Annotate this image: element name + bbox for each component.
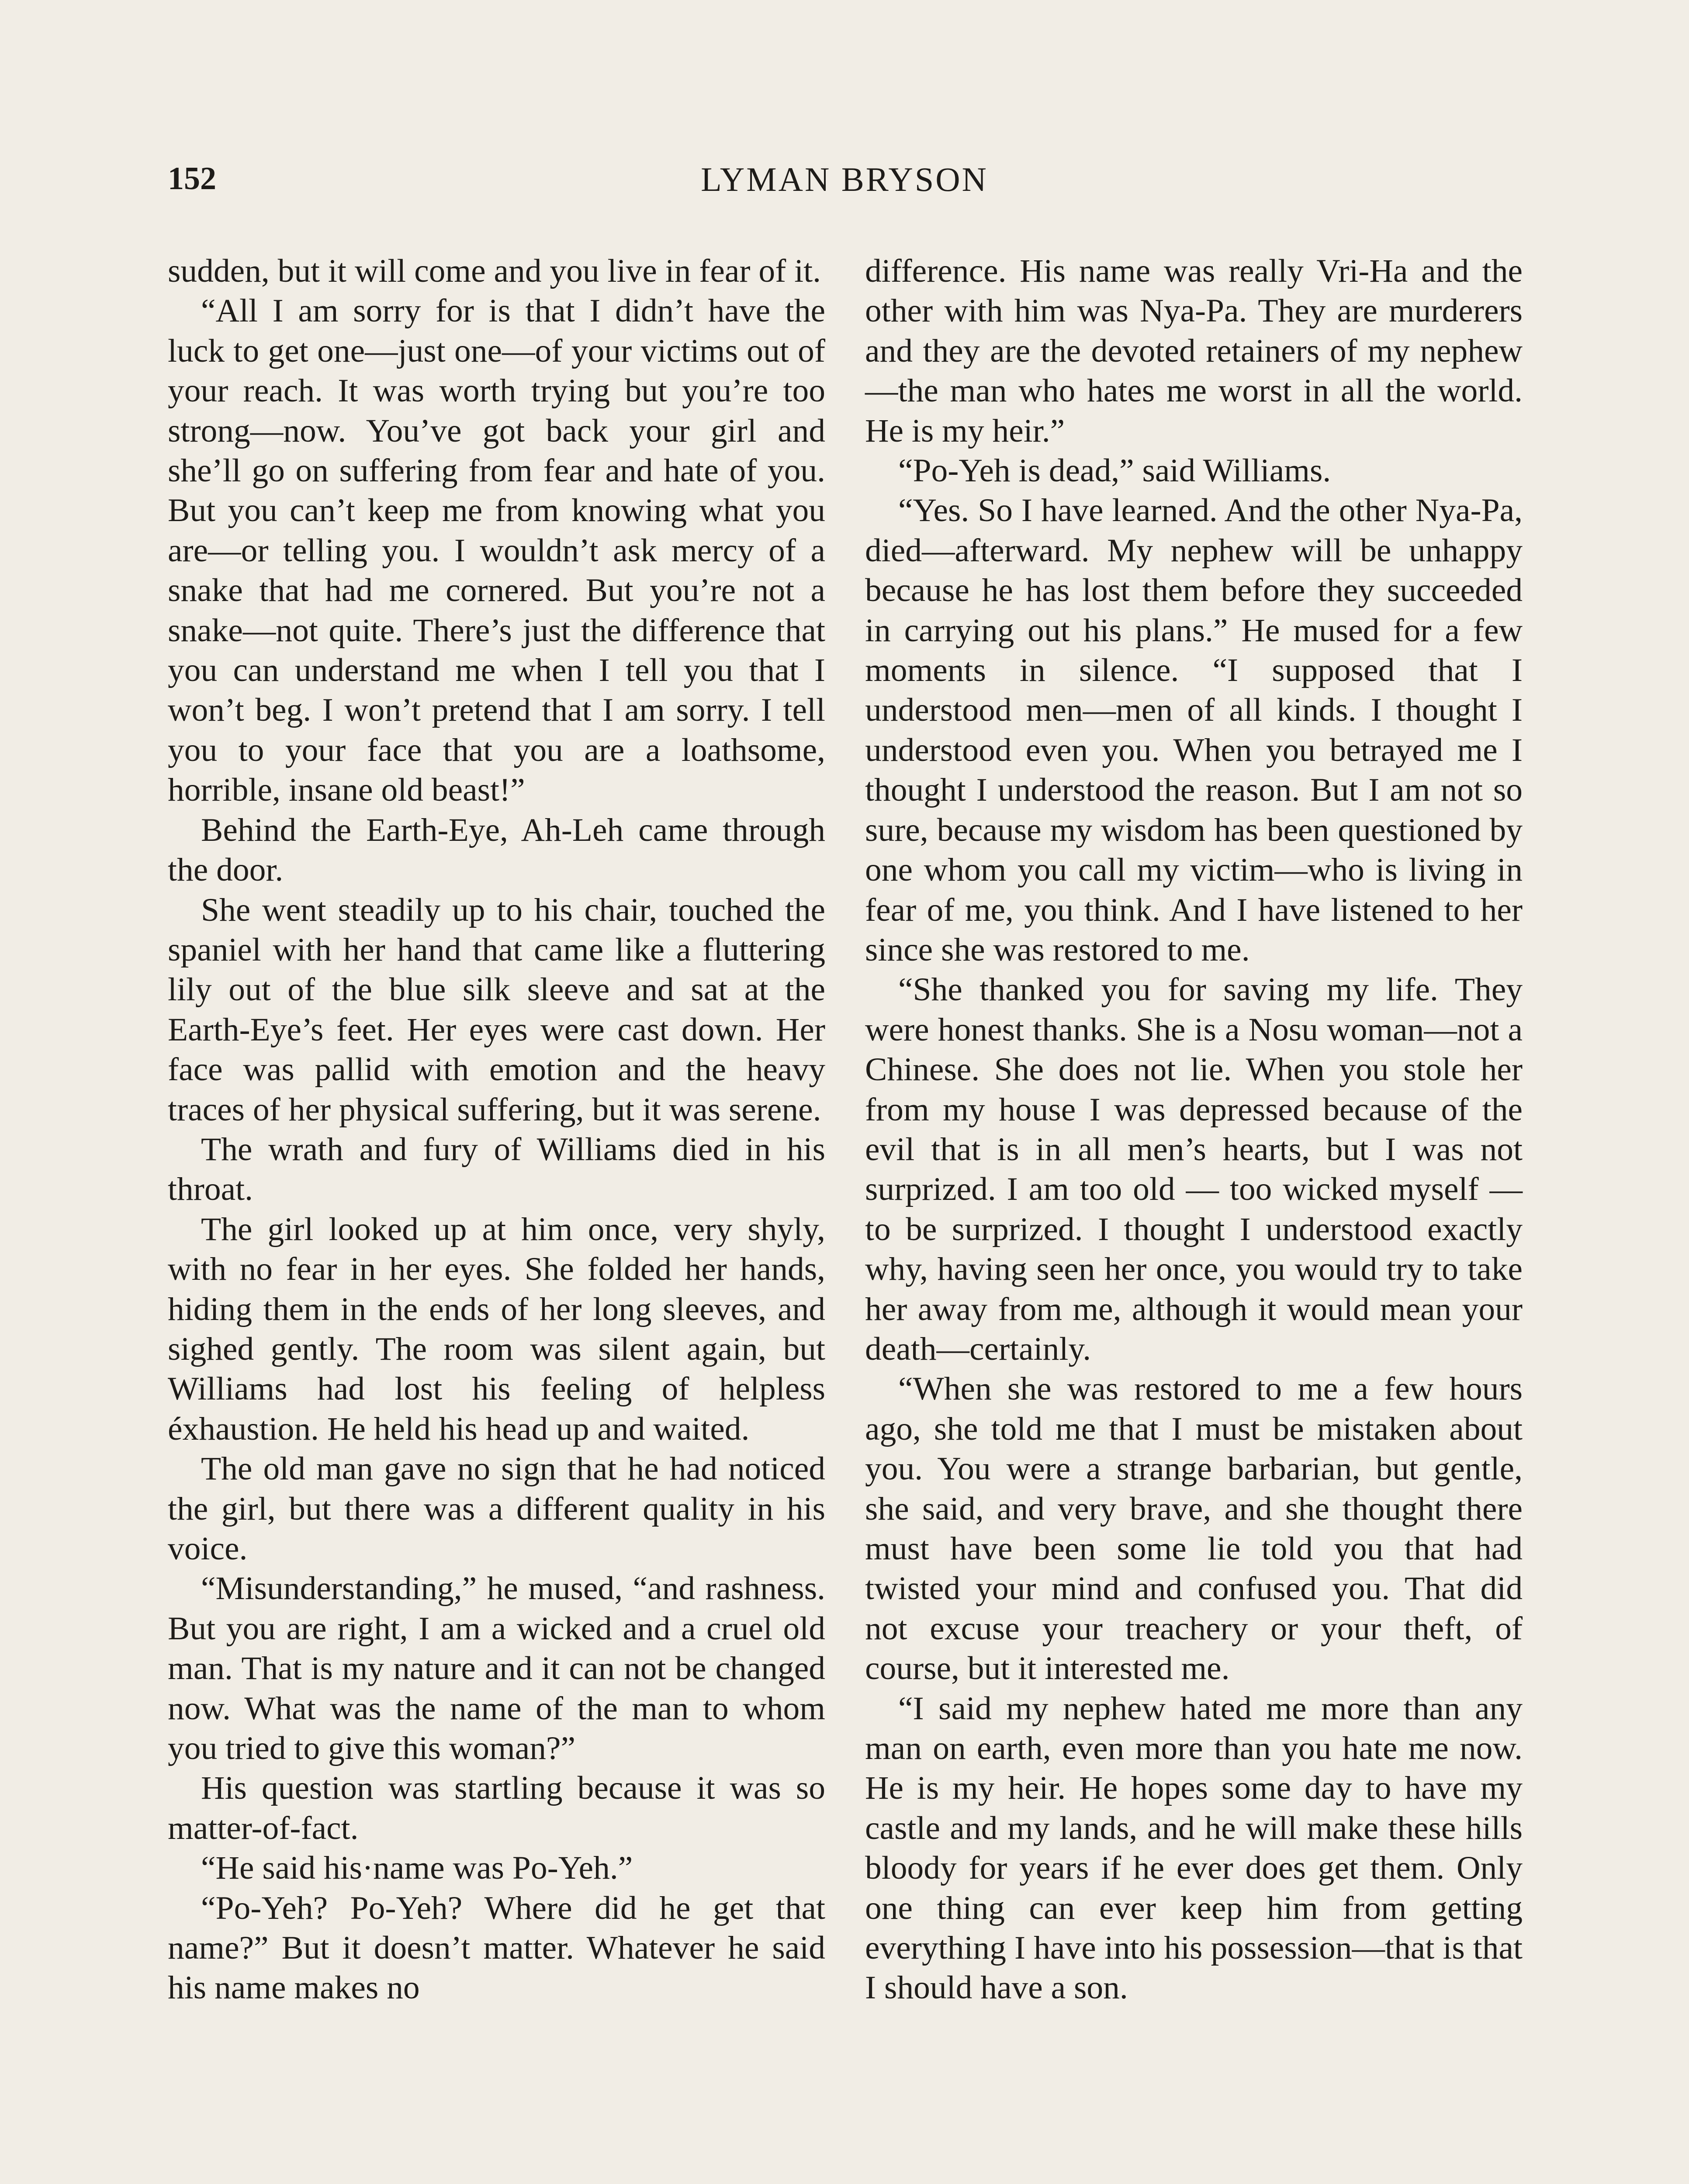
paragraph: sudden, but it will come and you live in fear of it. (168, 253, 821, 289)
running-head: LYMAN BRYSON (701, 160, 988, 198)
paragraph: She went steadily up to his chair, touched the spaniel with her hand that came like a fluttering lily out of the blue silk sleeve and sat at the Earth-Eye’s feet. Her eyes were cast down. Her face was pallid with emotion and the heavy traces of her physical suffering, but it was serene. (168, 892, 825, 1128)
paragraph: “Misunderstanding,” he mused, “and rashness. But you are right, I am a wicked and a cruel old man. That is my nature and it can not be changed now. What was the name of the man to whom you tried to give this woman?” (168, 1570, 825, 1767)
paragraph: The old man gave no sign that he had noticed the girl, but there was a different quality in his voice. (168, 1451, 825, 1567)
left-column (168, 251, 825, 2008)
paragraph: “When she was restored to me a few hours ago, she told me that I must be mistaken about you. You were a strange barbarian, but gentle, she said, and very brave, and she thought there must have been some lie told you that had twisted your mind and confused you. That did not excuse your treachery or your theft, of course, but it interested me. (865, 1371, 1523, 1687)
right-column (865, 251, 1523, 2008)
paragraph: “All I am sorry for is that I didn’t have the luck to get one—just one—of your victims out of your reach. It was worth trying but you’re too strong—now. You’ve got back your girl and she’ll go on suffering from fear and hate of you. But you can’t keep me from knowing what you are—or telling you. I wouldn’t ask mercy of a snake that had me cornered. But you’re not a snake—not quite. There’s just the difference that you can understand me when I tell you that I won’t beg. I won’t pretend that I am sorry. I tell you to your face that you are a loathsome, horrible, insane old beast!” (168, 293, 825, 809)
paragraph: “Po-Yeh? Po-Yeh? Where did he get that name?” But it doesn’t matter. Whatever he said his name makes no (168, 1890, 825, 2006)
page-number: 152 (168, 161, 216, 197)
paragraph: “She thanked you for saving my life. They were honest thanks. She is a Nosu woman—not a Chinese. She does not lie. When you stole her from my house I was depressed because of the evil that is in all men’s hearts, but I was not surprized. I am too old — too wicked myself — to be surprized. I thought I understood exactly why, having seen her once, you would try to take her away from me, although it would mean your death—certainly. (865, 971, 1523, 1367)
paragraph: difference. His name was really Vri-Ha and the other with him was Nya-Pa. They are murderers and they are the devoted retainers of my nephew—the man who hates me worst in all the world. He is my heir.” (865, 253, 1523, 449)
paragraph: “Yes. So I have learned. And the other Nya-Pa, died—afterward. My nephew will be unhappy because he has lost them before they succeeded in carrying out his plans.” He mused for a few moments in silence. “I supposed that I understood men—men of all kinds. I thought I understood even you. When you betrayed me I thought I understood the reason. But I am not so sure, because my wisdom has been questioned by one whom you call my victim—who is living in fear of me, you think. And I have listened to her since she was restored to me. (865, 492, 1523, 968)
paragraph: The wrath and fury of Williams died in his throat. (168, 1131, 825, 1208)
paragraph: “I said my nephew hated me more than any man on earth, even more than you hate me now. He is my heir. He hopes some day to have my castle and my lands, and he will make these hills bloody for years if he ever does get them. Only one thing can ever keep him from getting everything I have into his possession—that is that I should have a son. (865, 1690, 1523, 2006)
paragraph: Behind the Earth-Eye, Ah-Leh came through the door. (168, 812, 825, 888)
paragraph: “He said his·name was Po-Yeh.” (201, 1850, 633, 1887)
paragraph: “Po-Yeh is dead,” said Williams. (898, 453, 1331, 489)
paragraph: His question was startling because it was so matter-of-fact. (168, 1770, 825, 1846)
paragraph: The girl looked up at him once, very shyly, with no fear in her eyes. She folded her hands, hiding them in the ends of her long sleeves, and sighed gently. The room was silent again, but Williams had lost his feeling of helpless éxhaustion. He held his head up and waited. (168, 1211, 825, 1447)
